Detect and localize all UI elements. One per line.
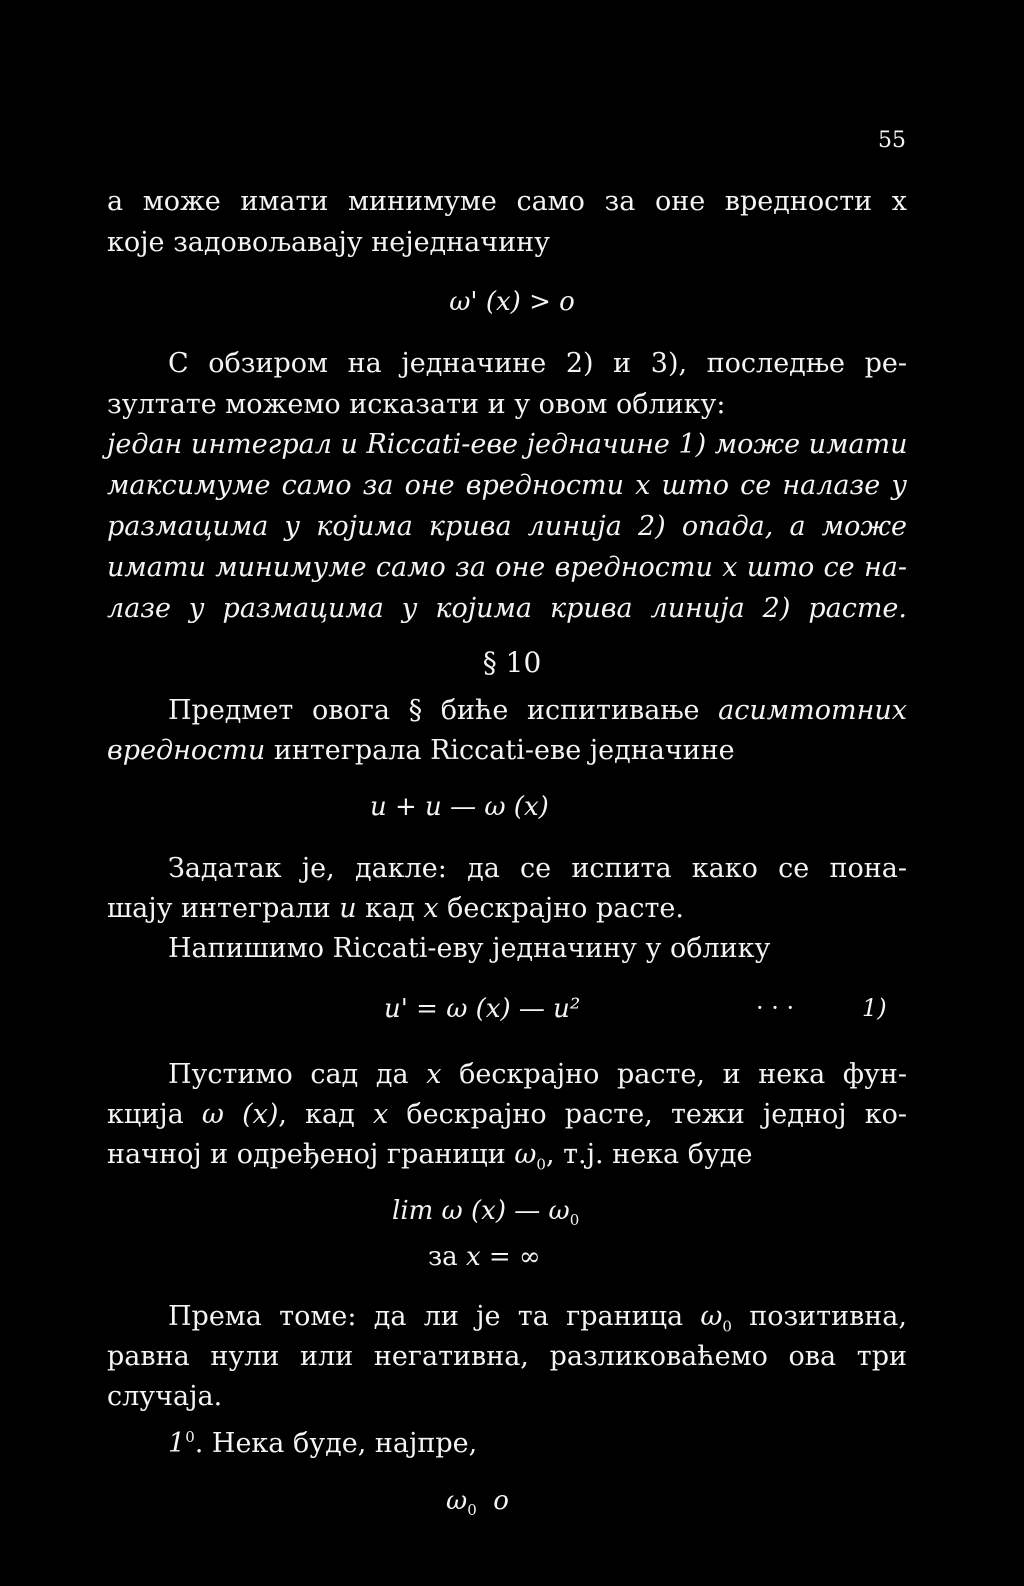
text-line: [168, 1300, 907, 1343]
text-line: један интеграл u Riccati-еве једначине 1) може имати: [107, 429, 908, 460]
text-line: [107, 892, 907, 926]
text-line: С обзиром на једначине 2) и 3), последње ре-: [168, 348, 907, 379]
text-run: асимтотних: [718, 695, 907, 726]
text-run: бескрајно расте, тежи једној ко-: [388, 1099, 907, 1130]
subscript: 0: [722, 1317, 732, 1336]
equation-riccati-short: u + u — ω (x): [370, 792, 549, 822]
text-line: максимуме само за оне вредности x што се налазе у: [107, 470, 907, 501]
equation-dots: · · ·: [756, 994, 795, 1022]
text-line: Напишимо Riccati-еву једначину у облику: [168, 933, 771, 964]
equation-number: 1): [862, 994, 887, 1022]
text-run: бескрајно расте.: [438, 893, 684, 924]
text-line: случаја.: [107, 1381, 223, 1412]
text-line: [168, 1058, 907, 1092]
text-run: ω: [514, 1139, 537, 1170]
text-line: [107, 734, 907, 768]
text-run: x = ∞: [465, 1242, 541, 1272]
text-line: које задовољавају неједначину: [107, 227, 550, 258]
text-run: ω: [446, 1486, 468, 1516]
text-run: , т.ј. нека буде: [545, 1139, 753, 1170]
equation-omega-inequality: ω' (x) > o: [449, 287, 575, 317]
text-run: u: [339, 893, 357, 924]
text-run: начној и одређеној граници: [107, 1139, 515, 1170]
section-heading: § 10: [482, 646, 542, 679]
text-run: за: [428, 1242, 466, 1272]
text-run: шају интеграли: [107, 893, 340, 924]
equation-limit: [392, 1196, 579, 1229]
text-line: размацима у којима крива линија 2) опада, а може: [107, 511, 907, 542]
superscript: 0: [185, 1428, 195, 1446]
text-run: Пустимо сад да: [168, 1059, 427, 1090]
subscript: 0: [569, 1211, 580, 1230]
subscript: 0: [467, 1501, 477, 1520]
text-run: позитивна,: [731, 1301, 907, 1332]
text-run: интеграла Riccati-еве једначине: [265, 735, 735, 766]
text-line: лазе у размацима у којима крива линија 2) расте.: [107, 593, 907, 624]
text-run: 1: [168, 1428, 186, 1459]
equation-riccati-form: u' = ω (x) — u²: [384, 994, 581, 1024]
equation-limit-condition: [428, 1242, 541, 1272]
text-line: [168, 694, 907, 728]
text-run: . Нека буде, најпре,: [194, 1428, 478, 1459]
text-run: ω (x): [201, 1099, 279, 1130]
text-run: Према томе: да ли је та граница: [168, 1301, 701, 1332]
text-run: Предмет овога § биће испитивање: [168, 695, 719, 726]
text-run: lim ω (x) — ω: [392, 1196, 570, 1226]
text-line: Задатак је, дакле: да се испита како се пона-: [168, 853, 907, 884]
text-run: , кад: [278, 1099, 373, 1130]
subscript: 0: [536, 1155, 546, 1174]
text-line: а може имати минимуме само за оне вредности x: [107, 186, 907, 217]
text-line: [107, 1098, 907, 1132]
equation-omega-zero: [446, 1486, 509, 1519]
text-run: x: [423, 893, 439, 924]
text-run: кција: [107, 1099, 202, 1130]
text-run: кад: [356, 893, 424, 924]
text-run: ω: [700, 1301, 723, 1332]
text-run: o: [476, 1486, 509, 1516]
text-run: x: [372, 1099, 389, 1130]
text-line: зултате можемо исказати и у овом облику:: [107, 389, 726, 420]
text-run: бескрајно расте, и нека фун-: [441, 1059, 907, 1090]
text-run: вредности: [107, 735, 266, 766]
text-line: имати минимуме само за оне вредности x што се на-: [107, 552, 907, 583]
text-line: [107, 1138, 907, 1181]
page-number: 55: [878, 128, 906, 153]
text-line: [168, 1420, 968, 1461]
text-run: x: [426, 1059, 442, 1090]
text-line: равна нули или негативна, разликоваћемо ова три: [107, 1341, 907, 1372]
